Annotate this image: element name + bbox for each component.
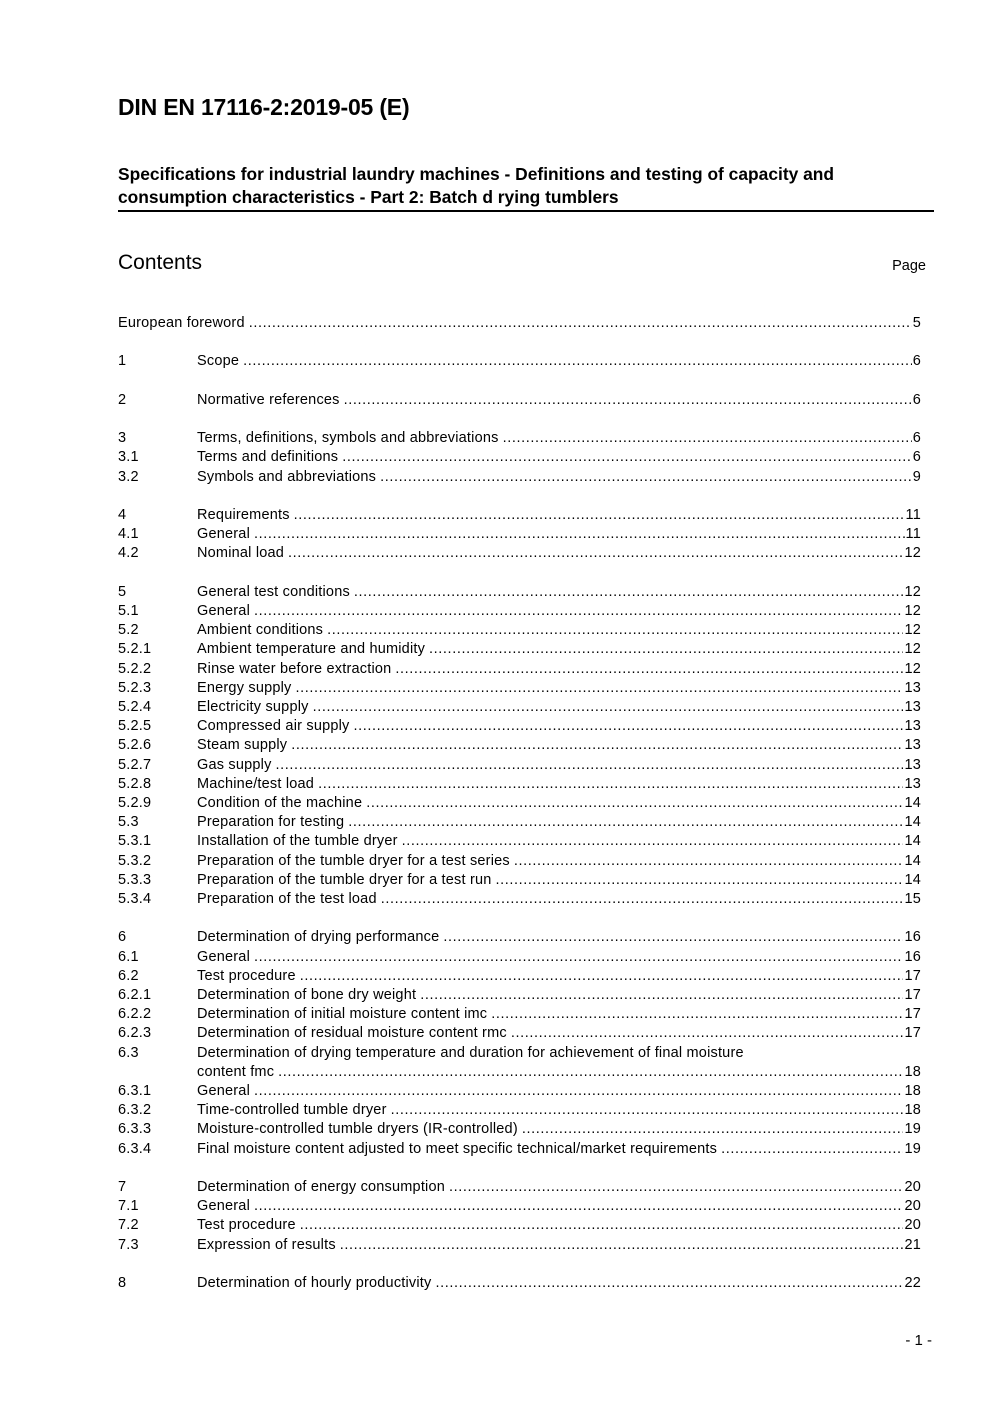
toc-title: Determination of drying temperature and duration for achievement of final moisture [197,1044,744,1061]
toc-page: 13 [904,756,921,773]
toc-number: 6.2.1 [118,987,152,1004]
toc-number: 5.2.3 [118,679,152,696]
toc-number: 3.2 [118,468,139,485]
toc-title: Time-controlled tumble dryer [197,1102,387,1119]
toc-group-3 [118,429,921,487]
toc-number: 5.3.1 [118,833,152,850]
toc-group-6 [118,928,921,1158]
toc-number: 5.2.9 [118,795,152,811]
toc-entry[interactable] [118,794,921,813]
toc-entry[interactable] [118,1101,921,1120]
toc-number: 6 [118,929,127,946]
toc-leader [342,448,912,467]
toc-leader [291,736,903,755]
toc-page: 13 [904,698,921,715]
toc-page: 17 [904,987,921,1004]
toc-title: Test procedure [197,1217,296,1234]
toc-leader [327,621,903,640]
toc-page: 14 [904,833,921,850]
toc-leader [429,640,903,659]
toc-title: Compressed air supply [197,718,350,735]
toc-leader [391,1101,904,1120]
toc-number: 5.3.3 [118,871,152,888]
toc-page: 19 [904,1140,921,1157]
toc-title: Symbols and abbreviations [197,468,377,485]
toc-entry[interactable] [118,679,921,698]
toc-leader [344,391,912,410]
toc-number: 5.2.8 [118,775,152,792]
toc-title: Preparation of the tumble dryer for a test run [197,871,492,888]
toc-number: 4.2 [118,545,139,562]
toc-leader [254,525,905,544]
toc-entry[interactable] [118,525,921,544]
toc-entry[interactable] [118,506,921,525]
toc-leader [254,602,903,621]
toc-number: 5 [118,583,127,600]
toc-leader [522,1120,904,1139]
toc-leader [511,1024,904,1043]
toc-page: 14 [904,871,921,888]
toc-page: 19 [904,1121,921,1138]
toc-leader [721,1140,903,1159]
toc-page: 13 [904,679,921,696]
toc-number: 5.3.2 [118,852,152,869]
toc-title: Preparation for testing [197,814,345,831]
toc-leader [381,890,904,909]
toc-title: Preparation of the test load [197,891,377,908]
toc-page: 6 [912,391,921,408]
toc-title: General [197,948,250,965]
toc-page: 15 [904,891,921,908]
toc-title: General [197,1198,250,1215]
toc-entry[interactable] [118,1197,921,1216]
toc-entry[interactable] [118,314,921,333]
toc-title: Gas supply [197,756,272,773]
toc-title: Energy supply [197,679,292,696]
toc-leader [402,832,904,851]
toc-entry[interactable] [118,429,921,448]
toc-number: 7 [118,1179,127,1196]
toc-page: 18 [904,1083,921,1100]
toc-page: 14 [904,852,921,869]
toc-page: 13 [904,737,921,754]
toc-leader [380,468,912,487]
toc-title: General [197,602,250,619]
toc-group-7 [118,1178,921,1255]
toc-title: Ambient temperature and humidity [197,641,426,658]
toc-number: 1 [118,353,127,370]
toc-number: 5.2.1 [118,641,152,658]
toc-leader [435,1274,903,1293]
toc-title: Preparation of the tumble dryer for a test series [197,852,510,869]
toc-entry[interactable] [118,1236,921,1255]
toc-page: 14 [904,814,921,831]
toc-number: 5.2.4 [118,698,152,715]
toc-entry[interactable] [118,928,921,947]
toc-page: 14 [904,795,921,811]
toc-entry[interactable] [118,1024,921,1043]
toc-entry[interactable] [118,756,921,775]
toc-number: 5.2.2 [118,660,152,677]
toc-title: Terms, definitions, symbols and abbreviations [197,430,499,447]
toc-page: 12 [904,641,921,658]
toc-page: 6 [912,449,921,466]
toc-title: General [197,526,250,543]
toc-page: 12 [904,545,921,562]
toc-entry[interactable] [118,583,921,602]
toc-number: 4.1 [118,526,139,543]
toc-leader [249,314,912,333]
toc-page: 13 [904,718,921,735]
toc-title: Moisture-controlled tumble dryers (IR-controlled) [197,1121,518,1138]
toc-entry[interactable] [118,448,921,467]
toc-number: 2 [118,391,127,408]
toc-entry[interactable] [118,698,921,717]
toc-page: 12 [904,583,921,600]
toc-page: 12 [904,602,921,619]
title-divider [118,210,934,212]
toc-entry[interactable] [118,621,921,640]
toc-entry[interactable] [118,948,921,967]
toc-page: 16 [904,929,921,946]
toc-entry[interactable] [118,602,921,621]
toc-group-5 [118,583,921,909]
toc-page: 17 [904,967,921,984]
toc-entry[interactable] [118,736,921,755]
toc-title: General test conditions [197,583,350,600]
toc-leader [348,813,903,832]
toc-entry[interactable] [118,871,921,890]
toc-number: 8 [118,1275,127,1292]
toc-number: 6.1 [118,948,139,965]
toc-number: 5.1 [118,602,139,619]
toc-entry[interactable] [118,1005,921,1024]
toc-number: 5.2 [118,622,139,639]
toc-entry[interactable] [118,1044,921,1082]
toc-entry[interactable] [118,986,921,1005]
toc-entry[interactable] [118,1178,921,1197]
toc-page: 18 [904,1063,921,1080]
toc-leader [278,1063,903,1082]
toc-number: 5.2.6 [118,737,152,754]
toc-entry[interactable] [118,660,921,679]
toc-leader [354,717,904,736]
document-title: Specifications for industrial laundry machines - Definitions and testing of capacity and consumption characteristics - Part 2: Batch d rying tumblers [118,164,835,207]
toc-leader [318,775,903,794]
toc-number: 5.3 [118,814,139,831]
toc-leader [300,1216,904,1235]
toc-entry[interactable] [118,1274,921,1293]
toc-leader [366,794,903,813]
toc-entry[interactable] [118,640,921,659]
toc-page: 6 [912,353,921,370]
toc-page: 21 [904,1236,921,1253]
toc-page: 22 [904,1275,921,1292]
toc-page: 12 [904,660,921,677]
toc-page: 12 [904,622,921,639]
toc-title: Test procedure [197,967,296,984]
toc-leader [313,698,904,717]
toc-title: Determination of residual moisture content rmc [197,1025,507,1042]
toc-title: Requirements [197,506,290,523]
toc-leader [354,583,904,602]
toc-title-continued: content fmc [197,1063,275,1080]
toc-entry[interactable] [118,544,921,563]
toc-leader [503,429,912,448]
toc-title: Terms and definitions [197,449,339,466]
toc-page: 17 [904,1006,921,1023]
toc-leader [276,756,904,775]
toc-page: 20 [904,1198,921,1215]
toc-title: Installation of the tumble dryer [197,833,398,850]
toc-title: Condition of the machine [197,795,363,811]
toc-leader [300,967,904,986]
toc-number: 6.3.3 [118,1121,152,1138]
toc-number: 5.2.7 [118,756,152,773]
toc-group-1 [118,352,921,371]
toc-entry[interactable] [118,1082,921,1101]
toc-leader [491,1005,903,1024]
toc-page: 13 [904,775,921,792]
toc-entry[interactable] [118,468,921,487]
toc-group-foreword [118,314,921,333]
toc-title: Determination of bone dry weight [197,987,417,1004]
toc-title: Determination of initial moisture content imc [197,1006,488,1023]
toc-entry[interactable] [118,967,921,986]
toc-title: Machine/test load [197,775,315,792]
toc-entry[interactable] [118,391,921,410]
toc-entry[interactable] [118,832,921,851]
toc-leader [254,1197,903,1216]
toc-number: 6.3 [118,1044,139,1061]
table-of-contents [118,314,921,1312]
toc-leader [294,506,905,525]
toc-leader [514,852,904,871]
toc-title: Electricity supply [197,698,309,715]
toc-title: Final moisture content adjusted to meet specific technical/market requirements [197,1140,718,1157]
toc-leader [449,1178,903,1197]
toc-entry[interactable] [118,852,921,871]
toc-leader [296,679,904,698]
toc-leader [254,948,903,967]
toc-title: Normative references [197,391,340,408]
toc-number: 6.2.3 [118,1025,152,1042]
toc-group-2 [118,391,921,410]
toc-page: 16 [904,948,921,965]
toc-number: 5.3.4 [118,891,152,908]
toc-title: Ambient conditions [197,622,324,639]
toc-entry[interactable] [118,1216,921,1235]
toc-number: 7.2 [118,1217,139,1234]
toc-title: European foreword [118,315,245,331]
toc-entry[interactable] [118,775,921,794]
toc-page: 5 [912,315,921,331]
toc-page: 11 [905,526,921,543]
toc-leader [243,352,912,371]
toc-entry[interactable] [118,1120,921,1139]
toc-title: Determination of energy consumption [197,1179,445,1196]
toc-title: General [197,1083,250,1100]
toc-title: Nominal load [197,545,285,562]
contents-heading: Contents [118,251,203,274]
toc-title: Steam supply [197,737,288,754]
toc-number: 4 [118,506,127,523]
toc-leader [420,986,903,1005]
toc-entry[interactable] [118,717,921,736]
toc-group-8 [118,1274,921,1293]
toc-leader [443,928,903,947]
page-column-label: Page [892,258,926,274]
toc-number: 6.2.2 [118,1006,152,1023]
toc-entry[interactable] [118,352,921,371]
toc-group-4 [118,506,921,564]
toc-page: 20 [904,1179,921,1196]
toc-title: Rinse water before extraction [197,660,392,677]
toc-leader [395,660,903,679]
toc-page: 6 [912,430,921,447]
toc-entry[interactable] [118,1140,921,1159]
toc-page: 18 [904,1102,921,1119]
toc-number: 7.1 [118,1198,139,1215]
toc-number: 7.3 [118,1236,139,1253]
toc-leader [254,1082,903,1101]
toc-title: Determination of drying performance [197,929,440,946]
toc-page: 9 [912,468,921,485]
toc-number: 6.3.4 [118,1140,152,1157]
toc-title: Scope [197,353,240,370]
toc-entry[interactable] [118,890,921,909]
toc-title: Expression of results [197,1236,336,1253]
toc-leader [340,1236,904,1255]
toc-title: Determination of hourly productivity [197,1275,432,1292]
toc-number: 6.2 [118,967,139,984]
toc-number: 5.2.5 [118,718,152,735]
toc-number: 6.3.2 [118,1102,152,1119]
toc-entry[interactable] [118,813,921,832]
toc-number: 3 [118,430,127,447]
toc-leader [496,871,904,890]
toc-number: 3.1 [118,449,139,466]
toc-leader [288,544,903,563]
document-id: DIN EN 17116-2:2019-05 (E) [118,94,410,120]
page-number: - 1 - [905,1332,932,1349]
toc-page: 20 [904,1217,921,1234]
toc-page: 17 [904,1025,921,1042]
toc-number: 6.3.1 [118,1083,152,1100]
toc-page: 11 [905,506,921,523]
